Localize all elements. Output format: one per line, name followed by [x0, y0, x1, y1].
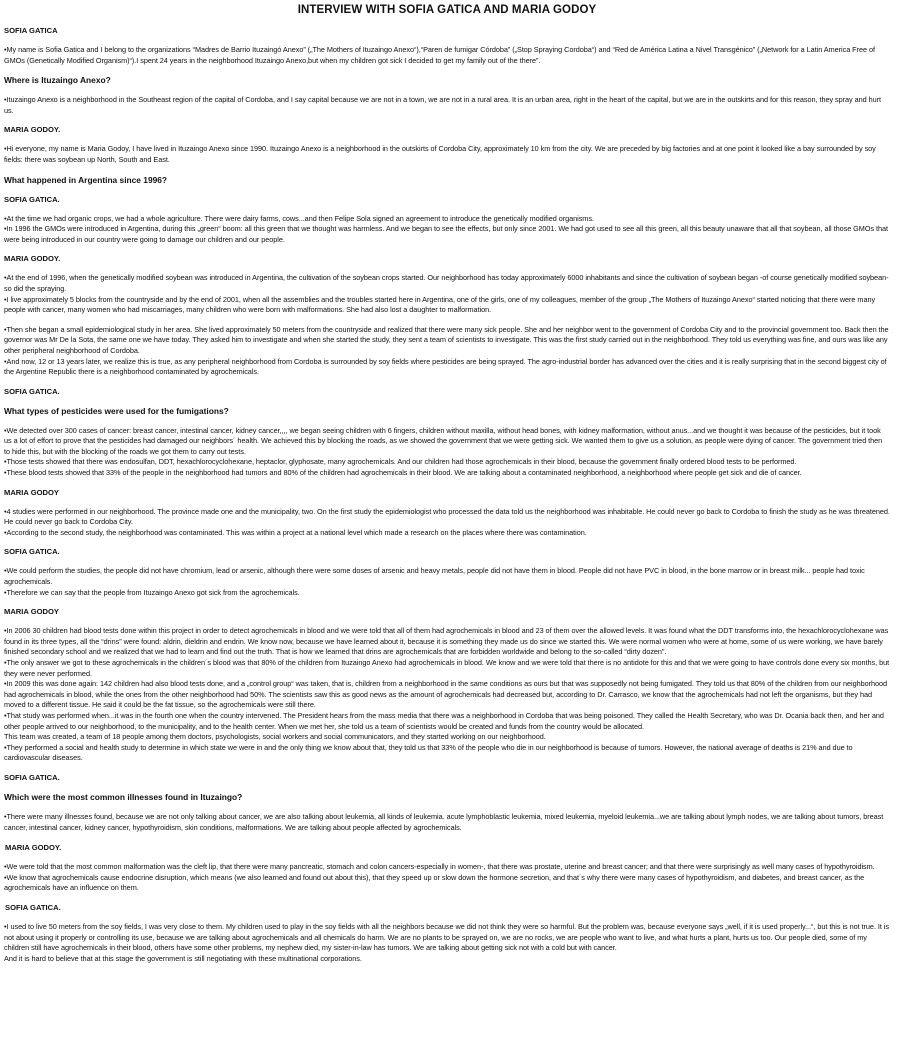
question-heading: What types of pesticides were used for the fumigations?: [4, 405, 229, 416]
speaker-label: MARIA GODOY: [4, 487, 59, 497]
paragraph: •In 2006 30 children had blood tests done within this project in order to detect agrochemicals in blood and we were told that all of them had agrochemicals in blood and 23 of them over the allowed levels. It was found what the DDT transforms into, the hexachlorocyclohexane was found in its three types, all the “drins” were found: aldrin, dieldrin and endrin. We know now, because we have learned about it, because it is something they made us do since we started this. We were normal women who were at home, some of us were working, we have barely finished secondary school and we realized that we had to learn and find out the truth. That is how we learned that drins are agrochemicals that are forbidden worldwide and belong to the so-called “dirty dozen”. •The only answer we got to these agrochemicals in the children´s blood was that 80% of the children from Ituzaingo Anexo had agrochemicals in blood. We know and we were told that there is no antidote for this and that we were going to have controls done every six months, but they were never performed. •In 2009 this was done again: 142 children had also blood tests done, and a „control group“ was taken, that is, children from a neighborhood in the same conditions as ours but that was supposedly not being fumigated. They told us that 80% of the children from our neighborhood had agrochemicals in blood, while the ones from the other neighborhood had 50%. The scientists saw this as good news as the amount of agrochemicals had decreased but, according to Dr. Carrasco, we know that the agrochemicals had not left the organisms, but they had moved to a different tissue. He said it could be the fat tissue, so the agrochemicals were still there. •That study was performed when...it was in the fourth one when the country intervened. The President hears from the mass media that there was a neighborhood in Cordoba that was being poisoned. They called the Health Secretary, who was Dr. Ocania back then, and her and other people arrived to our neighborhood, to the municipality, and to the health center. When we met her, she told us a team of scientists would be created and funds from the country would be allocated. This team was created, a team of 18 people among them doctors, psychologists, social workers and social communicators, and they started working on our neighborhood. •They performed a social and health study to determine in which state we were in and the only thing we know about that, they told us that 33% of the people who die in our neighborhood is because of tumors. However, the national average of deaths is 21% and due to cardiovascular diseases.: [4, 626, 890, 763]
speaker-label: MARIA GODOY.: [4, 254, 61, 264]
speaker-label: MARIA GODOY.: [5, 843, 62, 853]
document-title: INTERVIEW WITH SOFIA GATICA AND MARIA GODOY: [297, 4, 597, 16]
paragraph: •We detected over 300 cases of cancer: breast cancer, intestinal cancer, kidney cancer,,,, we began seeing children with 6 fingers, children without maxilla, without head bones, with kidney malformation, without anus...and we thought it was because of the pesticides, but it took us a lot of effort to prove that the pesticides had damaged our neighbors´ health. We achieved this by blocking the roads, as we showed the government that we were getting sick. We wanted them to give us a solution, as people were dying of cancer. The government tried then to hide this, but with the blocking of the roads we got them to carry out tests. •Those tests showed that there was endosulfan, DDT, hexachlorocyclohexane, heptaclor, glyphosate, many agrochemicals. And our children had those agrochemicals in their blood, because the government finally ordered blood tests to be performed. •These blood tests showed that 33% of the people in the neighborhood had tumors and 80% of the children had agrochemicals in their blood. We are talking about a contaminated neighborhood, a neighborhood where people get sick and die of cancer.: [4, 425, 883, 478]
speaker-label: SOFIA GATICA.: [4, 386, 60, 396]
speaker-label: SOFIA GATICA: [4, 26, 58, 35]
paragraph: •I used to live 50 meters from the soy fields, I was very close to them. My children used to play in the soy fields with all the neighbors because we did not think they were so harmful. But the problem was, because everyone says „well, if it is used properly...“, but this is not true. It is not about using it properly or controlling its use, because we are talking about agrochemicals and all chemicals do harm. We are no plants to be sprayed on, we are no rocks, we are people who want to live, and what hurts a plant, hurts us too. Our people died, some of my children still have agrochemicals in their blood, others have some other problems, my nephew died, my sister-in-law has tumors. We are talking about getting sick not with a cold but with cancer. And it is hard to believe that at this stage the government is still negotiating with these multinational corporations.: [4, 921, 890, 963]
speaker-label: SOFIA GATICA.: [4, 772, 60, 782]
paragraph: •Then she began a small epidemiological study in her area. She lived approximately 50 meters from the countryside and realized that there were many sick people. She and her neighbor went to the government of Cordoba City and to the provincial government too. Back then the governor was Mr De la Sota, the same one we have today. They asked him to investigate and when she started the study, they sent a team of scientists to investigate. This was the first study carried out in the neighborhood. They told us everything was fine, and ours was like any other peripheral neighborhood of Cordoba. •And now, 12 or 13 years later, we realize this is true, as any peripheral neighborhood from Cordoba is surrounded by soy fields where pesticides are being sprayed. The agro-industrial border has advanced over the cities and it is really surprising that in the second biggest city of the Argentine Republic there is a neighborhood contaminated by agrochemicals.: [4, 324, 889, 377]
question-heading: Which were the most common illnesses found in Ituzaingo?: [4, 791, 243, 802]
paragraph: •There were many illnesses found, because we are not only talking about cancer, we are also talking about leukemia, all kinds of leukemia. acute lymphoblastic leukemia, mixed leukemia, myeloid leukemia...we are talking about lymph nodes, we are talking about tumors, breast cancer, intestinal cancer, kidney cancer, hypothyroidism, skin conditions, malformations. We are talking about people affected by agrochemicals.: [4, 811, 884, 832]
paragraph: •At the time we had organic crops, we had a whole agriculture. There were dairy farms, cows...and then Felipe Sola signed an agreement to introduce the genetically modified organisms. •In 1996 the GMOs were introduced in Argentina, during this „green“ boom: all this green that we thought was harmless. And we began to see the effects, but only since 2001. We had got used to see all this green, all this beauty unaware that all that soybean, all those GMOs that were being introduced in our country were going to damage our children and our people.: [4, 213, 889, 244]
speaker-label: SOFIA GATICA.: [5, 902, 61, 912]
paragraph: •We could perform the studies, the people did not have chromium, lead or arsenic, although there were some doses of arsenic and heavy metals, people did not have them in blood. People did not have PVC in blood, in the bone marrow or in breast milk... people had toxic agrochemicals. •Therefore we can say that the people from Ituzaingo Anexo got sick from the agrochemicals.: [4, 566, 865, 597]
question-heading: Where is Ituzaingo Anexo?: [4, 75, 111, 86]
speaker-label: SOFIA GATICA.: [4, 547, 60, 557]
paragraph: •Hi everyone, my name is Maria Godoy, I have lived in Ituzaingo Anexo since 1990. Ituzaingo Anexo is a neighborhood in the outskirts of Cordoba City, approximately 10 km from the city. We are preceded by big factories and at one point it looked like a bay surrounded by soy fields: there was soybean up North, South and East.: [4, 144, 876, 164]
paragraph: •At the end of 1996, when the genetically modified soybean was introduced in Argentina, the cultivation of the soybean crops started. Our neighborhood has today approximately 6000 inhabitants and since the cultivation of soybean began -of course genetically modified soybean- so did the spraying. •I live approximately 5 blocks from the countryside and by the end of 2001, when all the assemblies and the troubles started here in Argentina, one of the girls, one of my colleagues, member of the group „The Mothers of Ituzaingo Anexo“ started noticing that there were many people with cancer, many women who had miscarriages, many children who were born with malformations. She had also lost a daughter to malformation.: [4, 273, 889, 315]
speaker-label: MARIA GODOY: [4, 607, 59, 617]
paragraph: •We were told that the most common malformation was the cleft lip, that there were many pancreatic, stomach and colon cancers-especially in women-, that there was prostate, uterine and breast cancer; and that there were surprisingly as well many cases of hypothyroidism. •We know that agrochemicals cause endocrine disruption, which means (we also learned and found out about this), that they speed up or slow down the hormone secretion, and that´s why there were many cases of hypothyroidism, and diabetes, and breast cancer, as the agrochemicals have an influence on them.: [4, 862, 875, 893]
speaker-label: SOFIA GATICA.: [4, 194, 60, 204]
paragraph: •Ituzaingo Anexo is a neighborhood in the Southeast region of the capital of Cordoba, and I say capital because we are not in a town, we are not in a rural area. It is an urban area, right in the heart of the capital, but we are in the outskirts and for this reason, they spray and hurt us.: [4, 95, 881, 115]
question-heading: What happened in Argentina since 1996?: [4, 174, 168, 185]
speaker-label: MARIA GODOY.: [4, 125, 61, 135]
paragraph: •4 studies were performed in our neighborhood. The province made one and the municipality, two. On the first study the epidemiologist who processed the data told us the neighborhood was inhabitable. He could never go back to Cordoba to finish the study as he was threatened. He could never go back to Cordoba City. •According to the second study, the neighborhood was contaminated. This was within a project at a national level which made a research on the places where there was contamination.: [4, 506, 890, 537]
paragraph: •My name is Sofia Gatica and I belong to the organizations “Madres de Barrio Ituzaingó Anexo” („The Mothers of Ituzaingo Anexo“),“Paren de fumigar Córdoba” („Stop Spraying Cordoba“) and “Red de América Latina a Nivel Transgénico” („Network for a Latin America Free of GMOs (Genetically Modified Organism)“).I spent 24 years in the neighborhood Ituzaingo Anexo,but when my children got sick I decided to get my family out of the there”.: [4, 45, 875, 65]
